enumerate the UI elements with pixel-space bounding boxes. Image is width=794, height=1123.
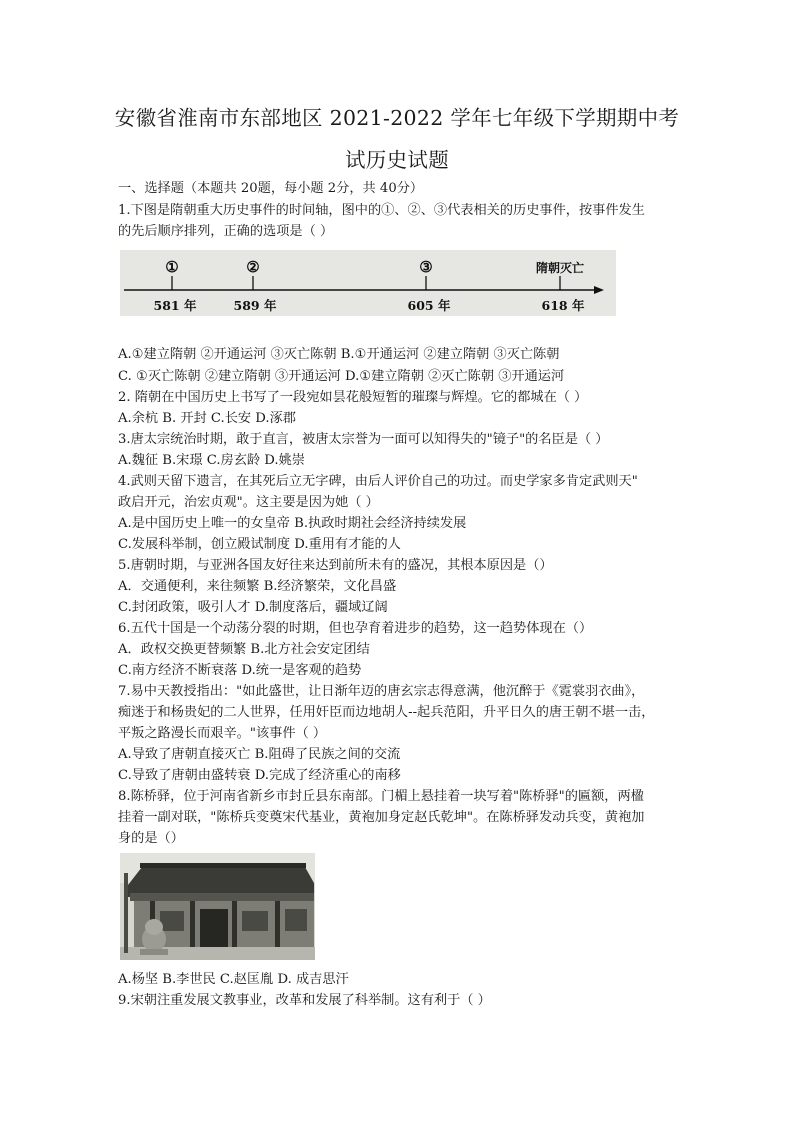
timeline-year: 581 年 bbox=[153, 298, 197, 313]
timeline-marker-1: ① bbox=[165, 258, 179, 276]
option-line: C. ①灭亡陈朝 ②建立隋朝 ③开通运河 D.①建立隋朝 ②灭亡陈朝 ③开通运河 bbox=[118, 369, 565, 384]
timeline-year: 605 年 bbox=[407, 298, 451, 313]
page-title-line1: 安徽省淮南市东部地区 2021-2022 学年七年级下学期期中考 bbox=[114, 106, 680, 130]
timeline-marker-3: ③ bbox=[419, 258, 433, 276]
option-line: C.封闭政策，吸引人才 D.制度落后，疆域辽阔 bbox=[118, 600, 388, 615]
option-line: C.导致了唐朝由盛转衰 D.完成了经济重心的南移 bbox=[118, 768, 401, 783]
question-text-line: 痴迷于和杨贵妃的二人世界，任用奸臣而边地胡人--起兵范阳，升平日久的唐王朝不堪一击， bbox=[118, 705, 655, 720]
option-line: C.南方经济不断衰落 D.统一是客观的趋势 bbox=[118, 663, 362, 678]
timeline-marker-2: ② bbox=[246, 258, 260, 276]
question-text-line: 3.唐太宗统治时期，敢于直言，被唐太宗誉为一面可以知得失的"镜子"的名臣是（ ） bbox=[118, 432, 609, 447]
question-text-line: 政启开元，治宏贞观"。这主要是因为她（ ） bbox=[118, 495, 379, 510]
option-line: C.发展科举制，创立殿试制度 D.重用有才能的人 bbox=[118, 537, 401, 552]
question-text-line: 平叛之路漫长而艰辛。"该事件（ ） bbox=[118, 726, 327, 741]
chenqiao-station-photo bbox=[120, 853, 315, 960]
question-text-line: 2. 隋朝在中国历史上书写了一段宛如昙花般短暂的璀璨与辉煌。它的都城在（ ） bbox=[118, 390, 588, 405]
question-text-line: 1.下图是隋朝重大历史事件的时间轴，图中的①、②、③代表相关的历史事件，按事件发生 bbox=[118, 203, 645, 218]
question-text-line: 7.易中天教授指出："如此盛世，让日渐年迈的唐玄宗志得意满，他沉醉于《霓裳羽衣曲》， bbox=[118, 684, 645, 699]
building-illustration bbox=[120, 853, 315, 960]
timeline-year: 618 年 bbox=[541, 298, 585, 313]
section-heading: 一、选择题（本题共 20题，每小题 2分，共 40分） bbox=[118, 181, 424, 196]
option-line: A.魏征 B.宋璟 C.房玄龄 D.姚崇 bbox=[118, 453, 305, 468]
option-line: A.杨坚 B.李世民 C.赵匡胤 D. 成吉思汗 bbox=[118, 972, 349, 987]
timeline-arrowhead bbox=[594, 286, 604, 294]
option-line: A.余杭 B. 开封 C.长安 D.涿郡 bbox=[118, 411, 296, 426]
option-line: A.是中国历史上唯一的女皇帝 B.执政时期社会经济持续发展 bbox=[118, 516, 467, 531]
question-text-line: 的先后顺序排列，正确的选项是（ ） bbox=[118, 224, 334, 239]
question-text-line: 挂着一副对联，"陈桥兵变奠宋代基业，黄袍加身定赵氏乾坤"。在陈桥驿发动兵变，黄袍加 bbox=[118, 810, 645, 825]
timeline-figure bbox=[120, 250, 616, 316]
option-line: A.导致了唐朝直接灭亡 B.阻碍了民族之间的交流 bbox=[118, 747, 401, 762]
question-text-line: 4.武则天留下遗言，在其死后立无字碑，由后人评价自己的功过。而史学家多肯定武则天" bbox=[118, 474, 638, 489]
option-line: A．政权交换更替频繁 B.北方社会安定团结 bbox=[118, 642, 370, 657]
question-text-line: 5.唐朝时期，与亚洲各国友好往来达到前所未有的盛况，其根本原因是（） bbox=[118, 558, 553, 573]
question-text-line: 9.宋朝注重发展文教事业，改革和发展了科举制。这有利于（ ） bbox=[118, 993, 491, 1008]
timeline-year: 589 年 bbox=[233, 298, 277, 313]
timeline-svg bbox=[120, 250, 616, 316]
option-line: A．交通便利，来往频繁 B.经济繁荣，文化昌盛 bbox=[118, 579, 397, 594]
option-line: A.①建立隋朝 ②开通运河 ③灭亡陈朝 B.①开通运河 ②建立隋朝 ③灭亡陈朝 bbox=[118, 347, 560, 362]
question-text-line: 8.陈桥驿，位于河南省新乡市封丘县东南部。门楣上悬挂着一块写着"陈桥驿"的匾额，两楹 bbox=[118, 789, 644, 804]
question-text-line: 6.五代十国是一个动荡分裂的时期，但也孕育着进步的趋势，这一趋势体现在（） bbox=[118, 621, 593, 636]
question-text-line: 身的是（） bbox=[118, 831, 184, 846]
page-title-line2: 试历史试题 bbox=[345, 148, 449, 172]
timeline-marker-end: 隋朝灭亡 bbox=[535, 261, 585, 275]
